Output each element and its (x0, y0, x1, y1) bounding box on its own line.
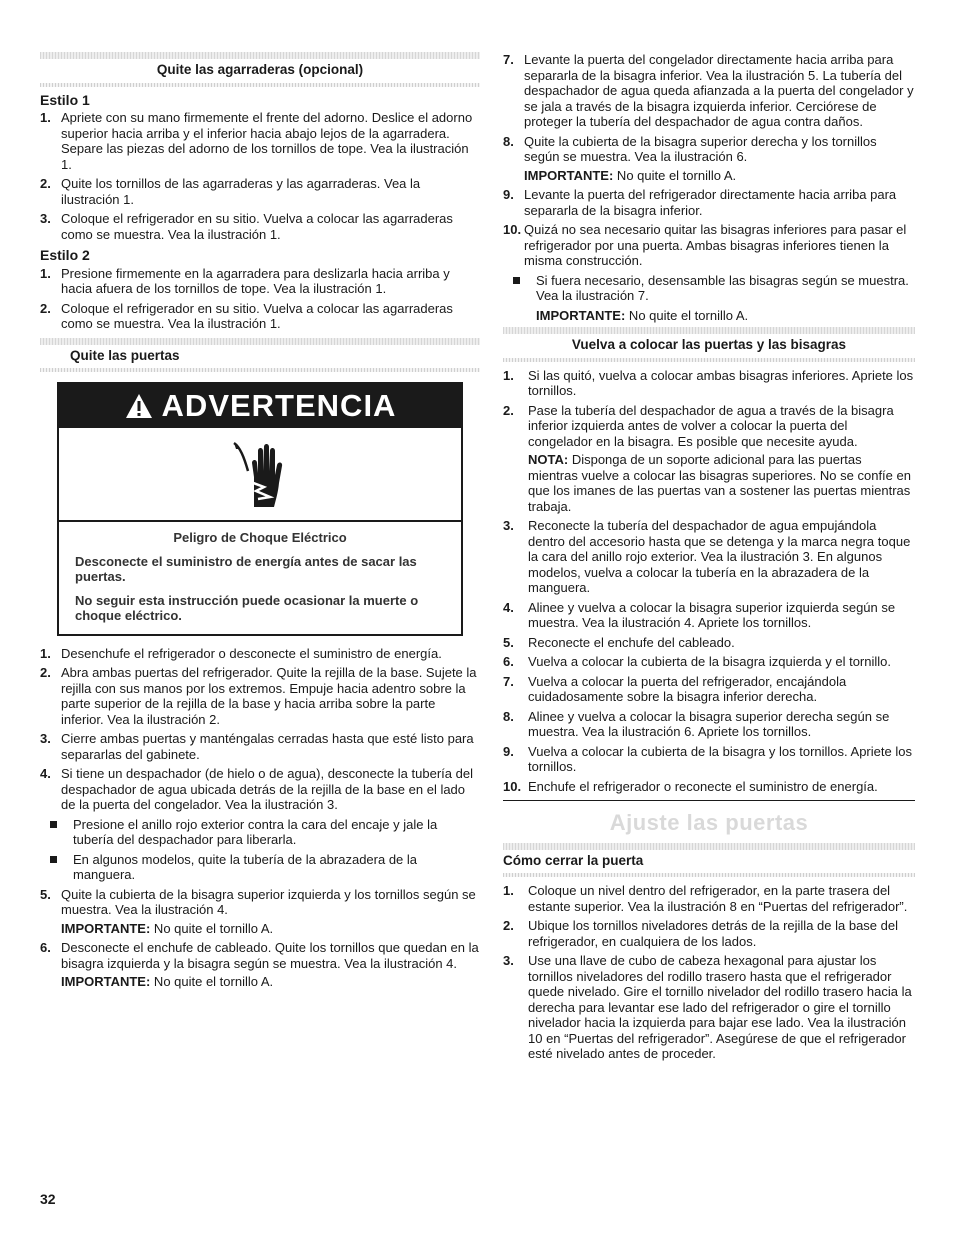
step-text: Alinee y vuelva a colocar la bisagra superior izquierda según se muestra. Vea la ilustración 4. Apriete los tornillos. (528, 599, 896, 630)
step-number: 3. (503, 953, 514, 968)
bullet-list (503, 273, 915, 304)
step-text: Abra ambas puertas del refrigerador. Quite la rejilla de la base. Sujete la rejilla con sus manos por los extremos. Empuje hacia adentro sobre la parte superior de la rejilla de la base y hacia arriba sobre la parte inferior. Vea la ilustración 2. (61, 665, 477, 727)
step-number: 2. (40, 176, 51, 191)
replace-heading: Vuelva a colocar las puertas y las bisagras (571, 337, 847, 352)
step-text: Vuelva a colocar la cubierta de la bisagra izquierda y el tornillo. (528, 654, 891, 669)
step-text: Ubique los tornillos niveladores detrás de la rejilla de la base del refrigerador, en cualquiera de los lados. (528, 918, 898, 949)
step-number: 7. (503, 52, 514, 67)
list-item (40, 665, 480, 727)
step-number: 2. (503, 918, 514, 933)
step-number: 9. (503, 187, 514, 202)
list-item (503, 52, 915, 130)
divider (503, 800, 915, 801)
step-number: 8. (503, 708, 514, 724)
step-number: 2. (40, 300, 51, 316)
step-text: Desconecte el enchufe de cableado. Quite los tornillos que quedan en la bisagra izquierda y la bisagra según se muestra. Vea la ilustración 4. (61, 940, 479, 971)
electric-shock-hand-icon (230, 437, 290, 511)
step-number: 1. (40, 265, 51, 281)
important-note (524, 308, 915, 324)
step-text: Use una llave de cubo de cabeza hexagonal para ajustar los tornillos niveladores del rodillo trasero hasta que el refrigerador quede nivelado. Gire el tornillo nivelador del rodillo trasero hacia la derecha para levantar ese lado del refrigerador o gire el tornillo nivelador hacia la izquierda para bajar ese lado. Vea la ilustración 10 en “Puertas del refrigerador”. Asegúrese de que el refrigerador esté nivelado antes de proceder. (528, 953, 912, 1061)
step-text: Pase la tubería del despachador de agua a través de la bisagra inferior izquierda antes de volver a colocar la puerta del congelador en la bisagra. Es posible que necesite ayuda. (528, 402, 894, 449)
step-number: 4. (503, 599, 514, 615)
warning-triangle-icon (124, 392, 154, 420)
door-removal-steps (40, 646, 480, 990)
list-item (40, 266, 480, 297)
style2-heading: Estilo 2 (40, 247, 90, 263)
list-item (503, 779, 915, 795)
step-number: 5. (503, 634, 514, 650)
list-item (503, 403, 915, 515)
important-label: IMPORTANTE: (524, 167, 614, 183)
list-item (503, 600, 915, 631)
important-text: No quite el tornillo A. (613, 167, 737, 183)
section-rule (40, 368, 480, 372)
step-number: 1. (503, 367, 514, 383)
step-number: 1. (503, 883, 514, 898)
style1-heading: Estilo 1 (40, 91, 90, 108)
section-rule (503, 358, 915, 362)
list-item (40, 887, 480, 937)
section-rule (503, 873, 915, 877)
step-text: Alinee y vuelva a colocar la bisagra superior derecha según se muestra. Vea la ilustración 6. Apriete los tornillos. (528, 708, 890, 739)
warning-title: ADVERTENCIA (161, 388, 397, 424)
warning-body (59, 522, 461, 634)
step-text: Quite los tornillos de las agarraderas y las agarraderas. Vea la ilustración 1. (61, 176, 421, 207)
important-label: IMPORTANTE: (536, 307, 626, 323)
step-text: Reconecte la tubería del despachador de agua empujándola dentro del accesorio hasta que se detenga y la marca negra toque la cara del anillo rojo exterior. Vea la ilustración 3. En algunos modelos, vuelva a colocar la tubería en la abrazadera de la manguera. (528, 518, 911, 595)
bullet-list (40, 817, 480, 883)
bullet-item: Si fuera necesario, desensamble las bisagras según se muestra. Vea la ilustración 7. (503, 273, 915, 304)
list-item (503, 674, 915, 705)
note-text: Disponga de un soporte adicional para las puertas mientras vuelve a colocar las bisagras superiores. No se confíe en que los imanes de las puertas van a sostener las puertas mientras trabaja. (528, 452, 911, 514)
bullet-item: Presione el anillo rojo exterior contra la cara del encaje y jale la tubería del despachador para liberarla. (40, 817, 480, 848)
important-text: No quite el tornillo A. (625, 307, 749, 323)
section-shade (40, 52, 480, 59)
step-text: Presione firmemente en la agarradera para deslizarla hacia arriba y hacia afuera de los tornillos de tope. Vea la ilustración 1. (61, 265, 450, 296)
step-text: Vuelva a colocar la cubierta de la bisagra y los tornillos. Apriete los tornillos. (528, 743, 912, 774)
important-note (61, 974, 480, 990)
right-column (503, 52, 915, 1066)
doors-heading: Quite las puertas (70, 347, 180, 363)
step-text: Coloque el refrigerador en su sitio. Vuelva a colocar las agarraderas como se muestra. Vea la ilustración 1. (61, 300, 453, 331)
warning-box (57, 382, 463, 636)
note (528, 452, 915, 514)
step-number: 4. (40, 766, 51, 781)
step-number: 6. (40, 940, 51, 955)
list-item (503, 709, 915, 740)
list-item (40, 301, 480, 332)
list-item (503, 744, 915, 775)
step-text: Quite la cubierta de la bisagra superior derecha y los tornillos según se muestra. Vea la ilustración 6. (524, 133, 877, 164)
list-item (503, 518, 915, 596)
step-text: Vuelva a colocar la puerta del refrigerador, encajándola cuidadosamente sobre la bisagra inferior derecha. (528, 673, 847, 704)
list-item (503, 368, 915, 399)
door-removal-steps-continued (503, 52, 915, 323)
step-number: 10. (503, 778, 522, 794)
step-text: Apriete con su mano firmemente el frente del adorno. Deslice el adorno superior hacia arriba y el inferior hacia abajo lejos de la agarradera. Separe las piezas del adorno de los tornillos de tope. Vea la ilustración 1. (61, 110, 473, 172)
warning-line-1: Desconecte el suministro de energía antes de sacar las puertas. (75, 553, 417, 584)
step-number: 1. (40, 645, 51, 661)
warning-title-bar (59, 384, 461, 428)
list-item (503, 883, 915, 914)
close-door-steps (503, 883, 915, 1062)
important-text: No quite el tornillo A. (150, 920, 274, 936)
list-item (40, 646, 480, 662)
list-item (503, 134, 915, 184)
important-text: No quite el tornillo A. (150, 974, 274, 989)
important-note (524, 168, 915, 184)
list-item (40, 211, 480, 242)
page-number: 32 (40, 1191, 56, 1207)
step-text: Levante la puerta del congelador directamente hacia arriba para separarla de la bisagra inferior. Vea la ilustración 5. La tubería del despachador de agua queda afianzada a la puerta del congelador y se jala a través de la bisagra izquierda inferior. Cerciórese de proteger la tubería del despachador de agua contra daños. (524, 52, 914, 129)
warning-line-2: No seguir esta instrucción puede ocasionar la muerte o choque eléctrico. (75, 592, 419, 623)
step-number: 6. (503, 654, 514, 669)
step-text: Levante la puerta del refrigerador directamente hacia arriba para separarla de la bisagra inferior. (524, 187, 897, 218)
adjust-doors-title: Ajuste las puertas (609, 810, 809, 835)
step-text: Si tiene un despachador (de hielo o de agua), desconecte la tubería del despachador de agua ubicada detrás de la rejilla de la base en el lado de la puerta del congelador. Vea la ilustración 3. (61, 766, 473, 812)
step-text: Quite la cubierta de la bisagra superior izquierda y los tornillos según se muestra. Vea la ilustración 4. (61, 886, 476, 917)
step-text: Quizá no sea necesario quitar las bisagras inferiores para pasar el refrigerador por una puerta. Ambas bisagras inferiores tienen la misma construcción. (524, 222, 907, 268)
step-number: 2. (40, 665, 51, 680)
warning-subtitle: Peligro de Choque Eléctrico (173, 530, 347, 545)
step-text: Coloque el refrigerador en su sitio. Vuelva a colocar las agarraderas como se muestra. Vea la ilustración 1. (61, 211, 453, 242)
list-item (40, 731, 480, 762)
style2-steps (40, 266, 480, 332)
important-label: IMPORTANTE: (61, 974, 151, 989)
important-label: IMPORTANTE: (61, 920, 151, 936)
step-number: 3. (40, 211, 51, 226)
list-item (503, 654, 915, 670)
step-number: 5. (40, 886, 51, 902)
section-shade (40, 338, 480, 345)
style1-steps (40, 110, 480, 242)
list-item (503, 918, 915, 949)
note-label: NOTA: (528, 452, 569, 467)
close-door-heading: Cómo cerrar la puerta (503, 852, 644, 868)
list-item (40, 176, 480, 207)
section-shade (503, 843, 915, 850)
step-text: Cierre ambas puertas y manténgalas cerradas hasta que esté listo para separarlas del gabinete. (61, 731, 474, 762)
list-item (40, 766, 480, 883)
step-text: Reconecte el enchufe del cableado. (528, 634, 735, 650)
step-number: 9. (503, 743, 514, 759)
list-item (503, 222, 915, 323)
step-number: 7. (503, 673, 514, 689)
warning-icon-area (59, 428, 461, 522)
step-text: Coloque un nivel dentro del refrigerador, en la parte trasera del estante superior. Vea la ilustración 8 en “Puertas del refrigerador”. (528, 883, 908, 914)
step-number: 1. (40, 110, 51, 125)
step-number: 10. (503, 222, 522, 237)
section-rule (40, 83, 480, 87)
step-number: 3. (40, 731, 51, 746)
step-number: 2. (503, 402, 514, 418)
list-item (503, 953, 915, 1062)
bullet-item: En algunos modelos, quite la tubería de la abrazadera de la manguera. (40, 852, 480, 883)
left-column (40, 52, 480, 994)
list-item (503, 635, 915, 651)
step-number: 8. (503, 133, 514, 149)
handles-heading: Quite las agarraderas (opcional) (156, 62, 364, 77)
list-item (40, 110, 480, 172)
step-text: Enchufe el refrigerador o reconecte el suministro de energía. (528, 778, 878, 794)
replace-steps (503, 368, 915, 795)
list-item (40, 940, 480, 990)
list-item (503, 187, 915, 218)
section-shade (503, 327, 915, 334)
important-note (61, 921, 480, 937)
step-number: 3. (503, 518, 514, 533)
step-text: Desenchufe el refrigerador o desconecte el suministro de energía. (61, 645, 442, 661)
step-text: Si las quitó, vuelva a colocar ambas bisagras inferiores. Apriete los tornillos. (528, 367, 914, 398)
